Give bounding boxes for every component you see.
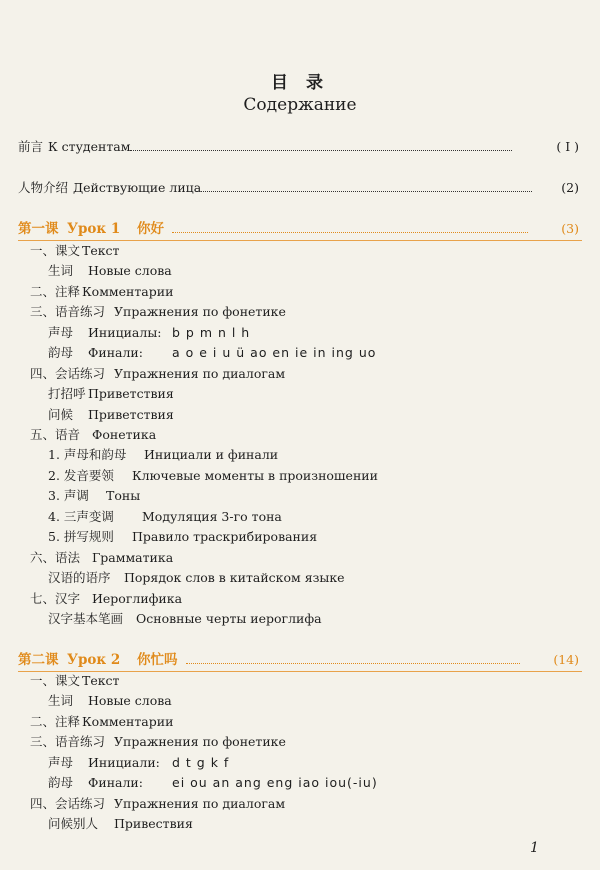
lesson-number-ru: Урок 2 — [67, 652, 121, 668]
item-ru: Упражнения по фонетике — [114, 304, 286, 319]
entry-ru: Действующие лица — [73, 180, 202, 195]
item-ru: Основные черты иероглифа — [136, 611, 322, 626]
item-ru: Инициали: — [88, 755, 160, 770]
toc-title-russian: Содержание — [243, 95, 357, 115]
item-ru: Ключевые моменты в произношении — [132, 468, 378, 483]
item-zh: 生词 — [48, 693, 74, 708]
toc-item[interactable] — [0, 425, 600, 445]
item-ru: Грамматика — [92, 550, 174, 565]
lesson-number-zh: 第二课 — [18, 652, 59, 668]
item-zh: 一、课文 — [30, 673, 81, 688]
toc-item[interactable] — [0, 753, 600, 773]
item-zh: 2. 发音要领 — [48, 468, 114, 483]
entry-page-number: ( I ) — [556, 139, 579, 154]
toc-item[interactable] — [0, 405, 600, 425]
toc-item[interactable] — [0, 732, 600, 752]
item-zh: 问候别人 — [48, 816, 99, 831]
toc-item[interactable] — [0, 241, 600, 261]
toc-item[interactable] — [0, 609, 600, 629]
item-ru: Инициалы: — [88, 325, 162, 340]
item-zh: 声母 — [48, 755, 74, 770]
toc-item[interactable] — [0, 466, 600, 486]
item-zh: 四、会话练习 — [30, 366, 106, 381]
toc-item[interactable] — [0, 364, 600, 384]
item-ru: Финали: — [88, 345, 143, 360]
entry-page-number: (2) — [561, 180, 579, 195]
item-ru: Модуляция 3-го тона — [142, 509, 282, 524]
lesson-number-zh: 第一课 — [18, 221, 59, 237]
lesson-2-header[interactable] — [0, 650, 600, 670]
item-zh: 七、汉字 — [30, 591, 81, 606]
toc-item[interactable] — [0, 323, 600, 343]
item-pinyin: b p m n l h — [172, 325, 251, 340]
item-ru: Текст — [82, 243, 120, 258]
item-pinyin: ei ou an ang eng iao iou(-iu) — [172, 775, 378, 790]
item-ru: Финали: — [88, 775, 143, 790]
item-zh: 二、注释 — [30, 284, 81, 299]
item-pinyin: d t g k f — [172, 755, 230, 770]
item-pinyin: a o e i u ü ao en ie in ing uo — [172, 345, 377, 360]
toc-item[interactable] — [0, 671, 600, 691]
toc-title-chinese: 目 录 — [271, 73, 329, 93]
entry-ru: К студентам — [48, 139, 131, 154]
item-ru: Тоны — [106, 488, 141, 503]
toc-item[interactable] — [0, 486, 600, 506]
item-zh: 韵母 — [48, 775, 74, 790]
item-ru: Порядок слов в китайском языке — [124, 570, 345, 585]
toc-item[interactable] — [0, 261, 600, 281]
toc-item[interactable] — [0, 343, 600, 363]
lesson-page-number: (14) — [553, 652, 579, 667]
page-folio: 1 — [530, 840, 539, 856]
item-ru: Упражнения по диалогам — [114, 366, 286, 381]
item-zh: 声母 — [48, 325, 74, 340]
item-ru: Упражнения по фонетике — [114, 734, 286, 749]
item-ru: Упражнения по диалогам — [114, 796, 286, 811]
item-ru: Текст — [82, 673, 120, 688]
lesson-page-number: (3) — [561, 221, 579, 236]
item-zh: 3. 声调 — [48, 488, 89, 503]
item-zh: 1. 声母和韵母 — [48, 447, 127, 462]
dot-leader — [196, 190, 532, 192]
item-zh: 三、语音练习 — [30, 734, 106, 749]
item-ru: Новые слова — [88, 263, 172, 278]
entry-zh: 前言 — [18, 139, 44, 154]
toc-item[interactable] — [0, 507, 600, 527]
item-ru: Комментарии — [82, 284, 174, 299]
item-zh: 打招呼 — [48, 386, 86, 401]
item-ru: Привествия — [114, 816, 193, 831]
item-ru: Правило траскрибирования — [132, 529, 318, 544]
toc-item[interactable] — [0, 568, 600, 588]
lesson-number-ru: Урок 1 — [67, 221, 121, 237]
item-zh: 汉字基本笔画 — [48, 611, 124, 626]
item-zh: 5. 拼写规则 — [48, 529, 114, 544]
item-ru: Приветствия — [88, 407, 174, 422]
toc-entry-preface[interactable] — [0, 137, 600, 157]
item-ru: Приветствия — [88, 386, 174, 401]
toc-item[interactable] — [0, 527, 600, 547]
lesson-title: 你忙吗 — [137, 652, 178, 668]
item-zh: 4. 三声变调 — [48, 509, 114, 524]
item-ru: Комментарии — [82, 714, 174, 729]
entry-zh: 人物介绍 — [18, 180, 69, 195]
item-zh: 韵母 — [48, 345, 74, 360]
item-ru: Инициали и финали — [144, 447, 279, 462]
item-zh: 五、语音 — [30, 427, 81, 442]
dot-leader — [172, 231, 528, 233]
toc-item[interactable] — [0, 302, 600, 322]
lesson-1-header[interactable] — [0, 219, 600, 239]
toc-item[interactable] — [0, 773, 600, 793]
item-zh: 一、课文 — [30, 243, 81, 258]
item-zh: 二、注释 — [30, 714, 81, 729]
toc-item[interactable] — [0, 712, 600, 732]
toc-entry-characters[interactable] — [0, 178, 600, 198]
item-ru: Новые слова — [88, 693, 172, 708]
item-ru: Иероглифика — [92, 591, 183, 606]
toc-item[interactable] — [0, 794, 600, 814]
toc-item[interactable] — [0, 589, 600, 609]
toc-item[interactable] — [0, 814, 600, 834]
item-ru: Фонетика — [92, 427, 157, 442]
toc-item[interactable] — [0, 691, 600, 711]
item-zh: 问候 — [48, 407, 74, 422]
toc-item[interactable] — [0, 548, 600, 568]
item-zh: 四、会话练习 — [30, 796, 106, 811]
item-zh: 三、语音练习 — [30, 304, 106, 319]
lesson-title: 你好 — [137, 221, 164, 237]
item-zh: 汉语的语序 — [48, 570, 111, 585]
item-zh: 六、语法 — [30, 550, 81, 565]
item-zh: 生词 — [48, 263, 74, 278]
toc-item[interactable] — [0, 445, 600, 465]
dot-leader — [130, 149, 512, 151]
toc-item[interactable] — [0, 282, 600, 302]
toc-item[interactable] — [0, 384, 600, 404]
dot-leader — [186, 662, 520, 664]
